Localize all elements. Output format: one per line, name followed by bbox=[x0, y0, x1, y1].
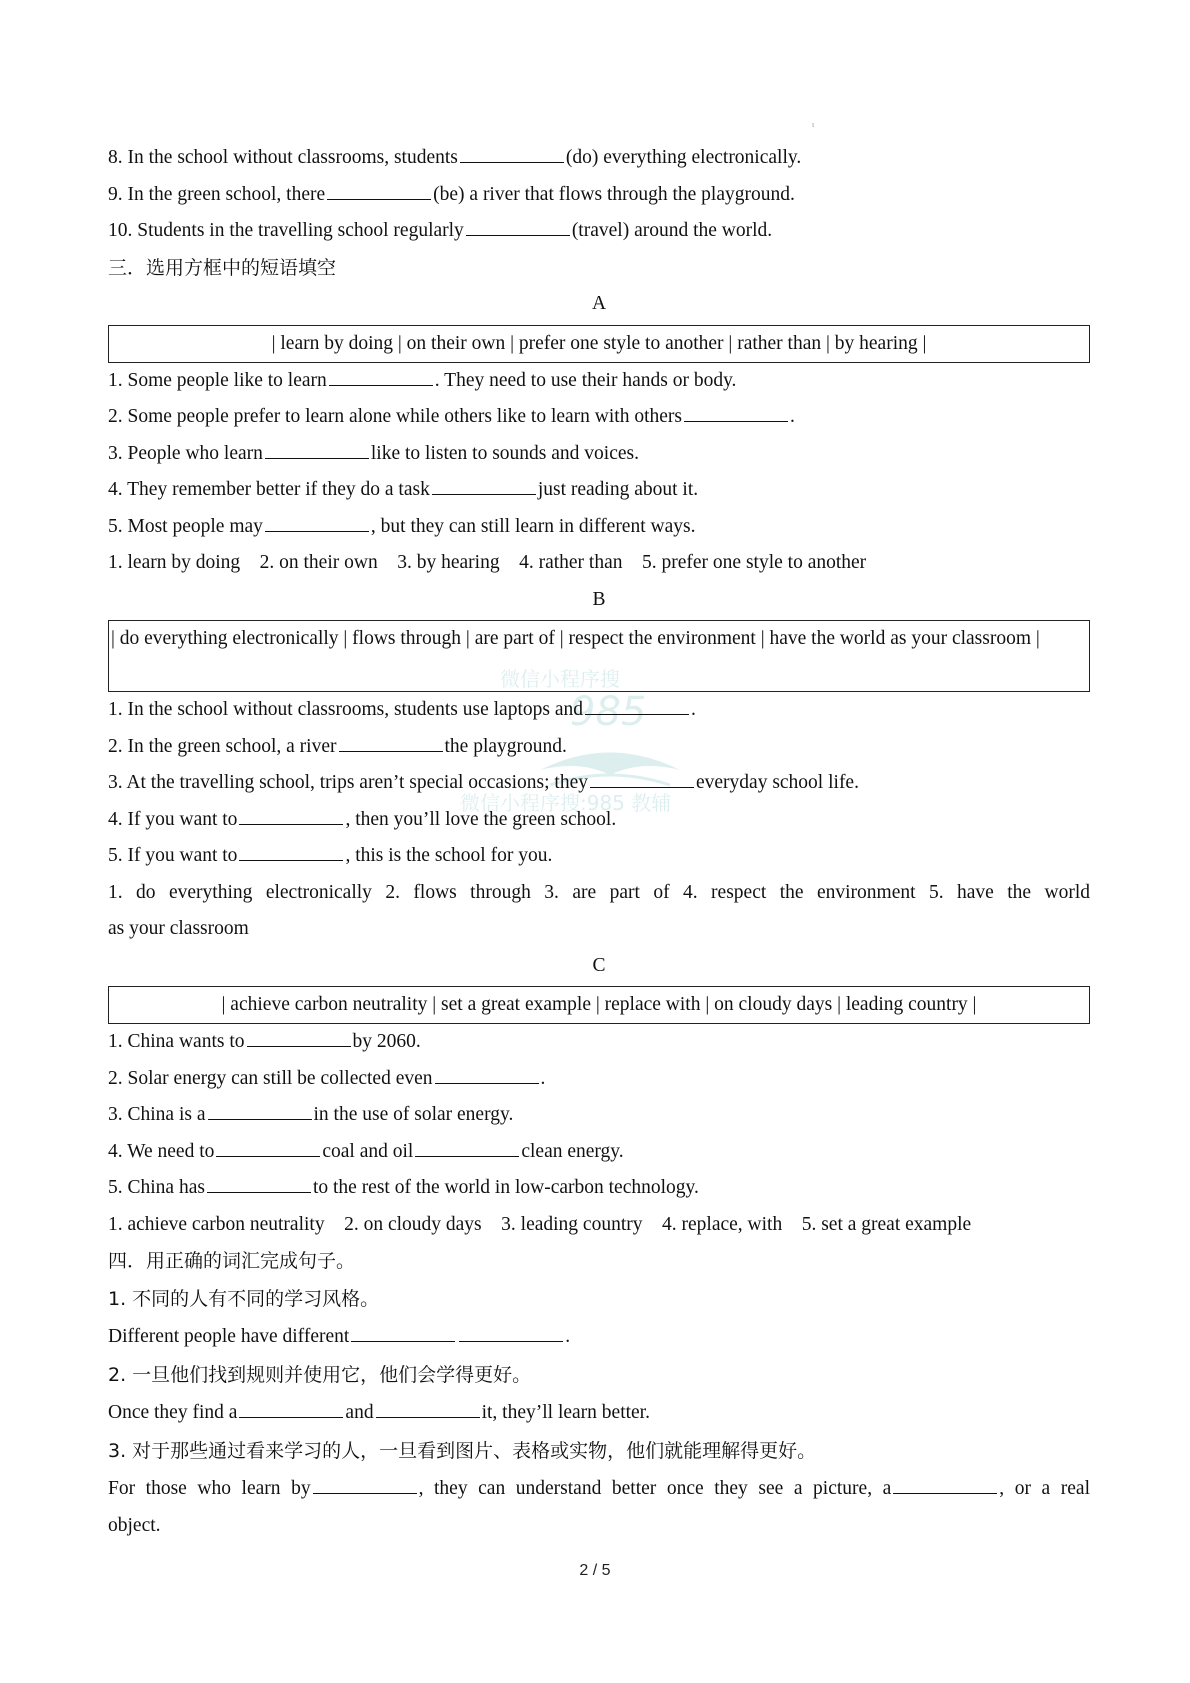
group-c-question-3: 3. China is a in the use of solar energy. bbox=[108, 1097, 1090, 1134]
group-b-answers-line-1: 1. do everything electronically 2. flows through 3. are part of 4. respect the environment 5. have the world bbox=[108, 881, 1090, 903]
group-c-phrase-box: | achieve carbon neutrality | set a great example | replace with | on cloudy days | leading country | bbox=[108, 986, 1090, 1024]
exercise-item-9: 9. In the green school, there (be) a river that flows through the playground. bbox=[108, 177, 1090, 214]
group-a-question-3: 3. People who learn like to listen to sounds and voices. bbox=[108, 436, 1090, 473]
answer-blank[interactable] bbox=[590, 769, 694, 788]
group-a-question-5: 5. Most people may , but they can still learn in different ways. bbox=[108, 509, 1090, 546]
group-b-question-2: 2. In the green school, a river the playground. bbox=[108, 729, 1090, 766]
group-a-question-2: 2. Some people prefer to learn alone while others like to learn with others . bbox=[108, 399, 1090, 436]
group-c-question-2: 2. Solar energy can still be collected even . bbox=[108, 1061, 1090, 1098]
group-b-question-4: 4. If you want to , then you’ll love the green school. bbox=[108, 802, 1090, 839]
answer-blank[interactable] bbox=[893, 1475, 997, 1494]
section-4-heading: 四．用正确的词汇完成句子。 bbox=[108, 1250, 356, 1272]
answer-blank[interactable] bbox=[585, 696, 689, 715]
group-a-label: A bbox=[591, 293, 607, 314]
answer-blank[interactable] bbox=[247, 1028, 351, 1047]
section-4-q3-english-line-2: object. bbox=[108, 1514, 161, 1536]
answer-blank[interactable] bbox=[265, 440, 369, 459]
section-4-q2-english: Once they find a and it, they’ll learn better. bbox=[108, 1394, 1090, 1432]
section-3-heading: 三．选用方框中的短语填空 bbox=[108, 256, 337, 279]
page-number: 2 / 5 bbox=[579, 1562, 611, 1579]
answer-blank[interactable] bbox=[432, 476, 536, 495]
answer-blank[interactable] bbox=[415, 1138, 519, 1157]
group-a-answers: 1. learn by doing 2. on their own 3. by hearing 4. rather than 5. prefer one style to another bbox=[108, 552, 867, 573]
section-4-q1-english: Different people have different . bbox=[108, 1318, 1090, 1356]
answer-blank[interactable] bbox=[327, 181, 431, 200]
section-4-q3-chinese: 3. 对于那些通过看来学习的人，一旦看到图片、表格或实物，他们就能理解得更好。 bbox=[108, 1439, 817, 1462]
section-4-q1-chinese: 1. 不同的人有不同的学习风格。 bbox=[108, 1287, 380, 1310]
watermark-text-3: 微信小程序搜:985 教辅 bbox=[460, 791, 672, 815]
answer-blank[interactable] bbox=[466, 217, 570, 236]
watermark-text-2: 985 bbox=[570, 689, 647, 735]
answer-blank[interactable] bbox=[351, 1323, 455, 1342]
section-4-q3-english: For those who learn by , they can understand better once they see a picture, a , or a real bbox=[108, 1470, 1090, 1508]
exercise-item-10: 10. Students in the travelling school regularly (travel) around the world. bbox=[108, 213, 1090, 250]
group-b-question-3: 3. At the travelling school, trips aren’t special occasions; they everyday school life. bbox=[108, 765, 1090, 802]
group-b-answers-line-2: as your classroom bbox=[108, 918, 249, 939]
exercise-item-8: 8. In the school without classrooms, students (do) everything electronically. bbox=[108, 140, 1090, 177]
answer-blank[interactable] bbox=[239, 1399, 343, 1418]
top-mark: ι bbox=[812, 120, 815, 129]
section-4-q2-chinese: 2. 一旦他们找到规则并使用它，他们会学得更好。 bbox=[108, 1363, 532, 1386]
group-c-answers: 1. achieve carbon neutrality 2. on cloudy days 3. leading country 4. replace, with 5. set a great example bbox=[108, 1213, 972, 1235]
group-c-question-5: 5. China has to the rest of the world in low-carbon technology. bbox=[108, 1170, 1090, 1207]
answer-blank[interactable] bbox=[313, 1475, 417, 1494]
group-b-label: B bbox=[592, 588, 606, 610]
answer-blank[interactable] bbox=[376, 1399, 480, 1418]
group-c-question-1: 1. China wants to by 2060. bbox=[108, 1024, 1090, 1061]
answer-blank[interactable] bbox=[684, 403, 788, 422]
answer-blank[interactable] bbox=[460, 144, 564, 163]
watermark-text-1: 微信小程序搜 bbox=[500, 667, 620, 691]
answer-blank[interactable] bbox=[239, 806, 343, 825]
group-b-question-5: 5. If you want to , this is the school for you. bbox=[108, 838, 1090, 875]
answer-blank[interactable] bbox=[216, 1138, 320, 1157]
answer-blank[interactable] bbox=[459, 1323, 563, 1342]
answer-blank[interactable] bbox=[265, 513, 369, 532]
group-c-label: C bbox=[592, 954, 606, 976]
answer-blank[interactable] bbox=[339, 733, 443, 752]
group-a-question-4: 4. They remember better if they do a task just reading about it. bbox=[108, 472, 1090, 509]
group-b-phrase-box: | do everything electronically | flows through | are part of | respect the environment | have the world as your classroom | bbox=[108, 620, 1090, 692]
answer-blank[interactable] bbox=[207, 1174, 311, 1193]
answer-blank[interactable] bbox=[435, 1065, 539, 1084]
group-b-question-1: 1. In the school without classrooms, students use laptops and . bbox=[108, 692, 1090, 729]
worksheet-content bbox=[108, 140, 1090, 1544]
group-a-question-1: 1. Some people like to learn . They need to use their hands or body. bbox=[108, 363, 1090, 400]
group-a-phrase-box: | learn by doing | on their own | prefer one style to another | rather than | by hearing | bbox=[108, 325, 1090, 363]
group-c-question-4: 4. We need to coal and oil clean energy. bbox=[108, 1134, 1090, 1171]
answer-blank[interactable] bbox=[239, 842, 343, 861]
answer-blank[interactable] bbox=[329, 367, 433, 386]
answer-blank[interactable] bbox=[208, 1101, 312, 1120]
